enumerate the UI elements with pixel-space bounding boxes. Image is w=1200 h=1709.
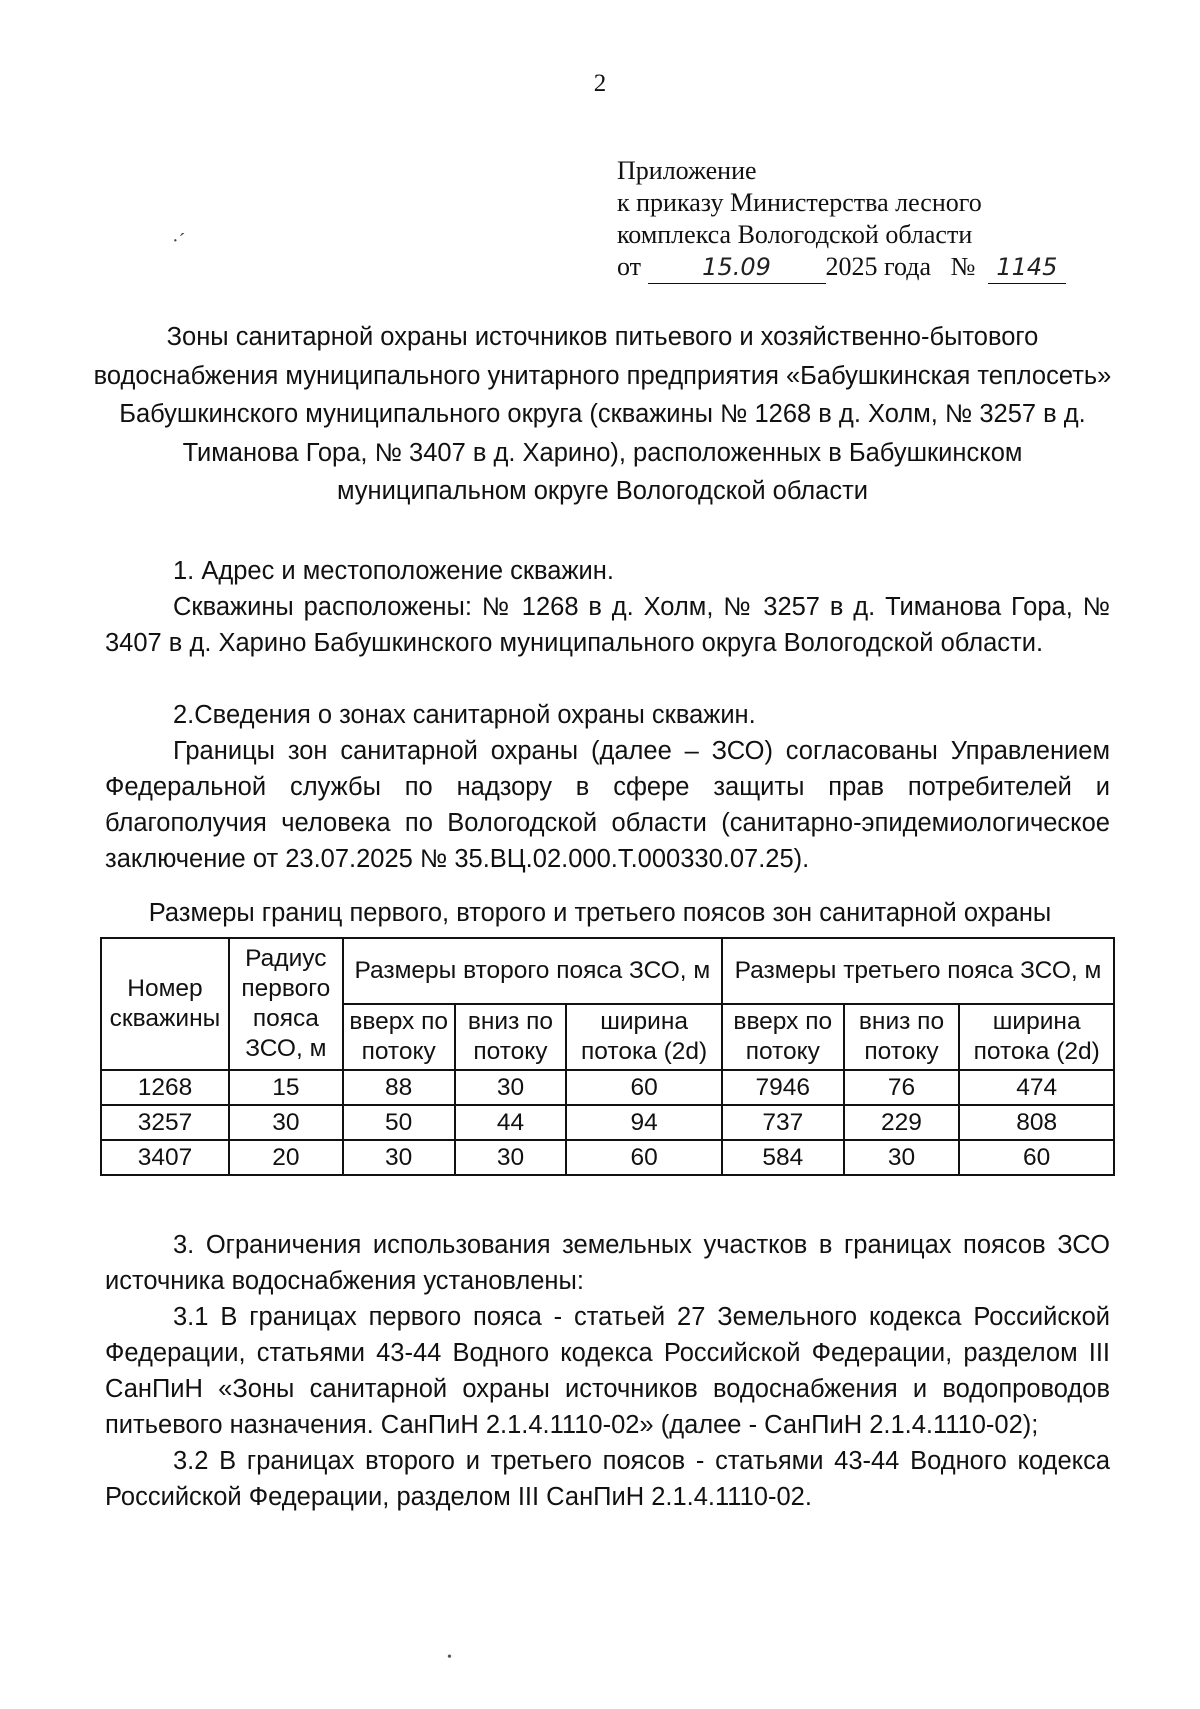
handwritten-date: 15.09: [648, 251, 826, 284]
cell-third-downstream: 229: [844, 1105, 960, 1140]
cell-radius: 30: [229, 1105, 343, 1140]
stray-mark: ·´: [172, 230, 186, 252]
header-second-width: ширина потока (2d): [566, 1004, 722, 1070]
cell-well: 3407: [101, 1140, 229, 1175]
cell-second-width: 60: [566, 1140, 722, 1175]
cell-well: 1268: [101, 1070, 229, 1105]
appendix-line-1: Приложение: [617, 156, 757, 185]
header-first-belt-radius: Радиус первого пояса ЗСО, м: [229, 938, 343, 1070]
header-second-upstream: вверх по потоку: [343, 1004, 455, 1070]
section-3-2-text: 3.2 В границах второго и третьего поясов - статьями 43-44 Водного кодекса Российской Федерации, разделом III СанПиН 2.1.4.1110-02.: [105, 1447, 1110, 1511]
cell-second-downstream: 30: [455, 1070, 567, 1105]
number-label: №: [950, 252, 976, 281]
cell-third-downstream: 30: [844, 1140, 960, 1175]
section-2-heading: 2.Сведения о зонах санитарной охраны скважин.: [173, 701, 756, 729]
cell-third-width: 808: [959, 1105, 1114, 1140]
cell-second-downstream: 30: [455, 1140, 567, 1175]
cell-second-width: 94: [566, 1105, 722, 1140]
cell-radius: 20: [229, 1140, 343, 1175]
cell-third-upstream: 737: [722, 1105, 844, 1140]
scan-dot: •: [447, 1650, 452, 1665]
cell-third-downstream: 76: [844, 1070, 960, 1105]
cell-third-width: 60: [959, 1140, 1114, 1175]
year-text: 2025 года: [825, 252, 932, 281]
cell-second-upstream: 30: [343, 1140, 455, 1175]
cell-third-upstream: 7946: [722, 1070, 844, 1105]
cell-second-upstream: 50: [343, 1105, 455, 1140]
header-second-downstream: вниз по потоку: [455, 1004, 567, 1070]
from-label: от: [617, 252, 642, 281]
cell-second-downstream: 44: [455, 1105, 567, 1140]
cell-well: 3257: [101, 1105, 229, 1140]
appendix-header: [617, 155, 1066, 284]
table-caption: Размеры границ первого, второго и третьего поясов зон санитарной охраны: [148, 899, 1052, 927]
header-third-upstream: вверх по потоку: [722, 1004, 844, 1070]
table-row: [101, 1105, 1114, 1140]
section-2-text: Границы зон санитарной охраны (далее – ЗСО) согласованы Управлением Федеральной службы по надзору в сфере защиты прав потребителей и благополучия человека по Вологодской области (санитарно-эпидемиологическое заключение от 23.07.2025 № 35.ВЦ.02.000.Т.000330.07.25).: [105, 737, 1110, 873]
header-third-belt: Размеры третьего пояса ЗСО, м: [722, 938, 1114, 1004]
section-1-text: Скважины расположены: № 1268 в д. Холм, № 3257 в д. Тиманова Гора, № 3407 в д. Харино Бабушкинского муниципального округа Вологодской области.: [105, 593, 1110, 657]
cell-third-upstream: 584: [722, 1140, 844, 1175]
table-row: [101, 1140, 1114, 1175]
header-well-number: Номер скважины: [101, 938, 229, 1070]
section-1-heading: 1. Адрес и местоположение скважин.: [173, 557, 614, 585]
document-title: Зоны санитарной охраны источников питьевого и хозяйственно-бытового водоснабжения муниципального унитарного предприятия «Бабушкинская теплосеть» Бабушкинского муниципального округа (скважины № 1268 в д. Холм, № 3257 в д. Тиманова Гора, № 3407 в д. Харино), расположенных в Бабушкинском муниципальном округе Вологодской области: [93, 323, 1112, 505]
cell-radius: 15: [229, 1070, 343, 1105]
section-3-1-text: 3.1 В границах первого пояса - статьей 27 Земельного кодекса Российской Федерации, статьями 43-44 Водного кодекса Российской Федерации, разделом III СанПиН «Зоны санитарной охраны источников водоснабжения и водопроводов питьевого назначения. СанПиН 2.1.4.1110-02» (далее - СанПиН 2.1.4.1110-02);: [105, 1303, 1110, 1439]
cell-third-width: 474: [959, 1070, 1114, 1105]
appendix-line-3: комплекса Вологодской области: [617, 220, 973, 249]
header-third-downstream: вниз по потоку: [844, 1004, 960, 1070]
page-number: 2: [593, 70, 607, 97]
zso-table: [100, 937, 1115, 1176]
cell-second-upstream: 88: [343, 1070, 455, 1105]
table-row: [101, 1070, 1114, 1105]
section-3-heading: 3. Ограничения использования земельных участков в границах поясов ЗСО источника водоснабжения установлены:: [105, 1231, 1110, 1295]
handwritten-number: 1145: [988, 251, 1066, 284]
appendix-line-2: к приказу Министерства лесного: [617, 188, 982, 217]
appendix-date-line: [617, 251, 1066, 284]
cell-second-width: 60: [566, 1070, 722, 1105]
header-second-belt: Размеры второго пояса ЗСО, м: [343, 938, 722, 1004]
header-third-width: ширина потока (2d): [959, 1004, 1114, 1070]
